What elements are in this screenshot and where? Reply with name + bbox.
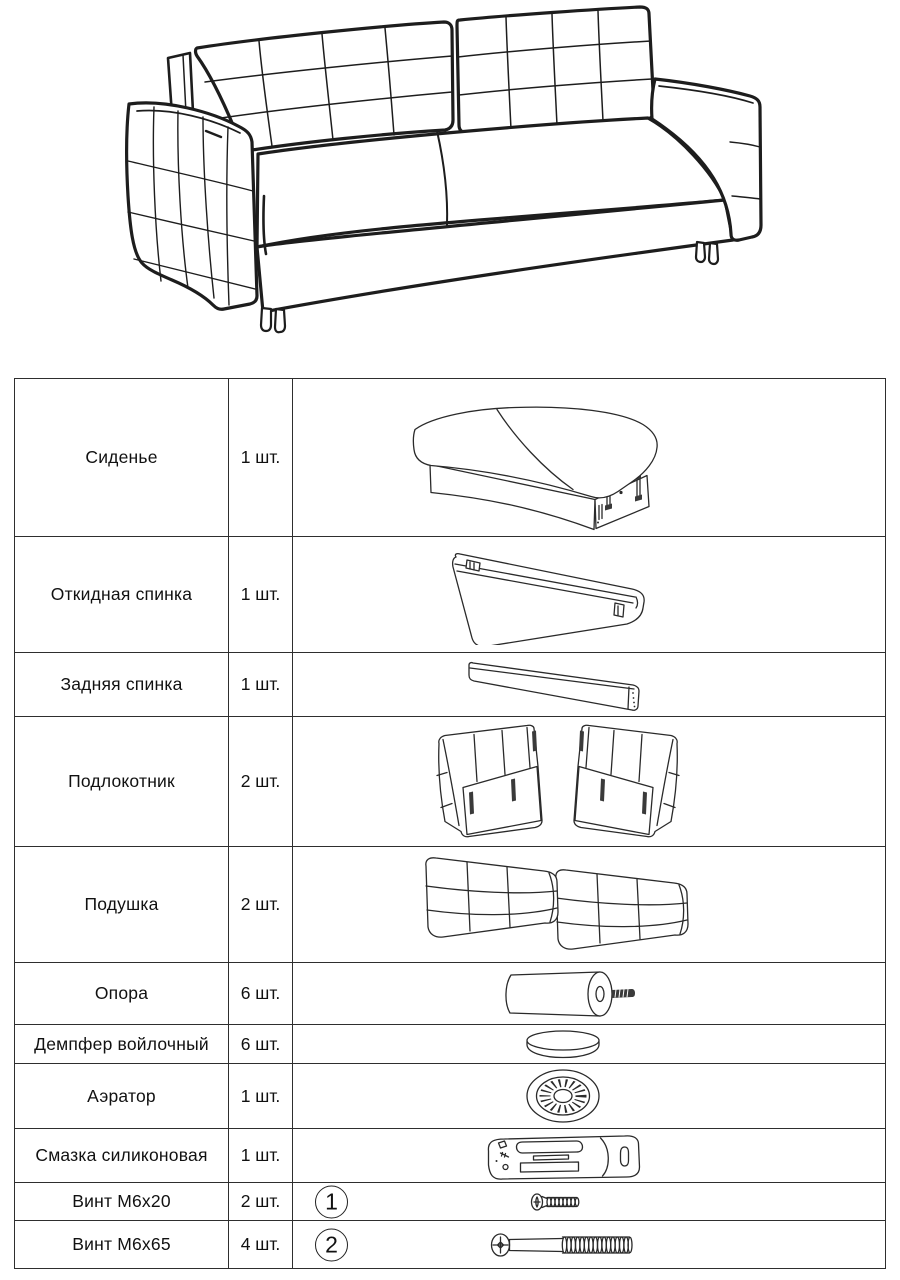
screw-marker-number: 2	[325, 1231, 338, 1257]
leg-support-icon	[486, 966, 636, 1022]
part-name: Аэратор	[87, 1085, 156, 1106]
part-name: Смазка силиконовая	[35, 1145, 208, 1165]
silicone-grease-icon	[479, 1131, 644, 1181]
folding-backrest-icon	[422, 545, 682, 645]
part-name: Сиденье	[85, 447, 158, 467]
table-row	[15, 1183, 886, 1221]
part-quantity: 1 шт.	[240, 1145, 281, 1165]
part-name: Винт М6х20	[72, 1191, 171, 1211]
part-quantity: 1 шт.	[240, 674, 281, 694]
armrest-pair-icon	[418, 724, 698, 839]
table-row	[15, 1221, 886, 1269]
sofa-illustration	[0, 0, 900, 370]
aerator-icon	[518, 1067, 608, 1125]
part-quantity: 6 шт.	[240, 1033, 281, 1054]
screw-m6x20-icon	[530, 1193, 582, 1211]
part-name: Задняя спинка	[60, 674, 183, 694]
sofa-figure	[0, 0, 900, 370]
cushion-pair-icon	[410, 850, 700, 960]
part-quantity: 1 шт.	[240, 447, 281, 467]
parts-table	[14, 378, 886, 1269]
felt-damper-icon	[508, 1029, 618, 1060]
part-name: Винт М6х65	[72, 1234, 171, 1254]
screw-m6x65-icon	[491, 1232, 636, 1258]
part-name: Подлокотник	[68, 771, 175, 791]
back-panel-icon	[439, 654, 679, 716]
seat-icon	[375, 395, 705, 540]
part-name: Откидная спинка	[50, 584, 193, 604]
part-quantity: 4 шт.	[240, 1234, 281, 1254]
table-row	[15, 717, 886, 847]
part-quantity: 1 шт.	[240, 1085, 281, 1106]
part-name: Демпфер войлочный	[34, 1033, 209, 1054]
table-row	[15, 379, 886, 537]
part-quantity: 2 шт.	[240, 771, 281, 791]
table-row	[15, 963, 886, 1025]
part-quantity: 1 шт.	[240, 584, 281, 604]
screw-marker-circle	[315, 1228, 348, 1261]
screw-marker-circle	[315, 1185, 348, 1218]
table-row	[15, 537, 886, 653]
screw-marker-number: 1	[325, 1188, 338, 1214]
part-name: Опора	[94, 983, 149, 1003]
table-row	[15, 1025, 886, 1064]
part-quantity: 2 шт.	[240, 894, 281, 914]
table-row	[15, 653, 886, 717]
table-row	[15, 847, 886, 963]
table-row	[15, 1064, 886, 1129]
part-name: Подушка	[84, 894, 159, 914]
part-quantity: 2 шт.	[240, 1191, 281, 1211]
part-quantity: 6 шт.	[240, 983, 281, 1003]
table-row	[15, 1129, 886, 1183]
